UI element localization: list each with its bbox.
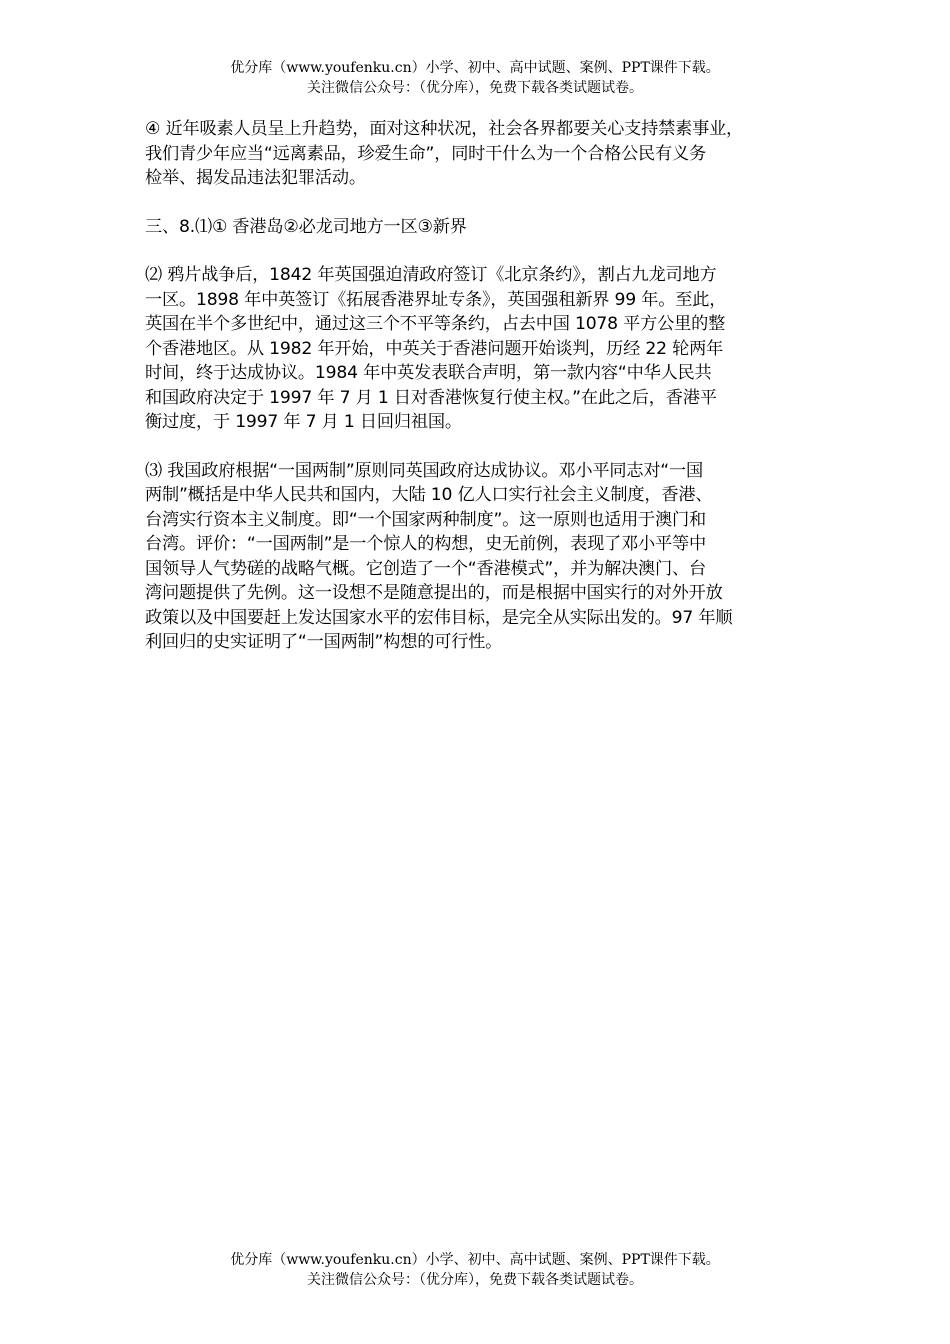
text-line: 利回归的史实证明了“一国两制”构想的可行性。: [145, 632, 503, 652]
text-line: 个香港地区。从 1982 年开始，中英关于香港问题开始谈判，历经 22 轮两年: [145, 338, 724, 359]
footer-line-1: 优分库（www.youfenku.cn）小学、初中、高中试题、案例、PPT课件下载。: [230, 1252, 720, 1268]
document-body: [145, 117, 810, 679]
text-line: ⑶ 我国政府根据“一国两制”原则同英国政府达成协议。邓小平同志对“一国: [145, 460, 703, 481]
text-line: 时间，终于达成协议。1984 年中英发表联合声明，第一款内容“中华人民共: [145, 363, 712, 383]
text-line: 检举、揭发品违法犯罪活动。: [145, 168, 366, 188]
text-line: 台湾。评价：“一国两制”是一个惊人的构想，史无前例，表现了邓小平等中: [145, 534, 707, 554]
paragraph-question-8-part-1: [145, 215, 810, 240]
text-line: ⑵ 鸦片战争后，1842 年英国强迫清政府签订《北京条约》，割占九龙司地方: [145, 265, 717, 285]
text-line: 两制”概括是中华人民共和国内，大陆 10 亿人口实行社会主义制度，香港、: [145, 485, 713, 505]
paragraph-question-8-part-3: [145, 459, 810, 655]
text-line: ④ 近年吸素人员呈上升趋势，面对这种状况，社会各界都要关心支持禁素事业，: [145, 119, 744, 139]
text-line: 国领导人气势磋的战略气概。它创造了一个“香港模式”，并为解决澳门、台: [145, 558, 707, 579]
text-line: 和国政府决定于 1997 年 7 月 1 日对香港恢复行使主权。”在此之后，香港平: [145, 387, 717, 408]
page-footer: [0, 1250, 950, 1290]
paragraph-item-4: [145, 117, 810, 191]
header-line-1: 优分库（www.youfenku.cn）小学、初中、高中试题、案例、PPT课件下载。: [230, 60, 720, 76]
text-line: 台湾实行资本主义制度。即“一个国家两种制度”。这一原则也适用于澳门和: [145, 509, 707, 530]
text-line: 英国在半个多世纪中，通过这三个不平等条约，占去中国 1078 平方公里的整: [145, 314, 726, 334]
text-line: 政策以及中国要赶上发达国家水平的宏伟目标，是完全从实际出发的。97 年顺: [145, 607, 733, 628]
text-line: 一区。1898 年中英签订《拓展香港界址专条》，英国强租新界 99 年。至此，: [145, 289, 727, 310]
text-line: 三、8.⑴① 香港岛②必龙司地方一区③新界: [145, 216, 467, 237]
text-line: 湾问题提供了先例。这一设想不是随意提出的，而是根据中国实行的对外开放: [145, 583, 723, 603]
paragraph-question-8-part-2: [145, 263, 810, 435]
header-line-2: 关注微信公众号：（优分库），免费下载各类试题试卷。: [307, 80, 643, 96]
text-line: 衡过度，于 1997 年 7 月 1 日回归祖国。: [145, 412, 462, 432]
page-header: [0, 58, 950, 98]
footer-line-2: 关注微信公众号：（优分库），免费下载各类试题试卷。: [307, 1272, 643, 1288]
text-line: 我们青少年应当“远离素品，珍爱生命”，同时干什么为一个合格公民有义务: [145, 143, 707, 164]
